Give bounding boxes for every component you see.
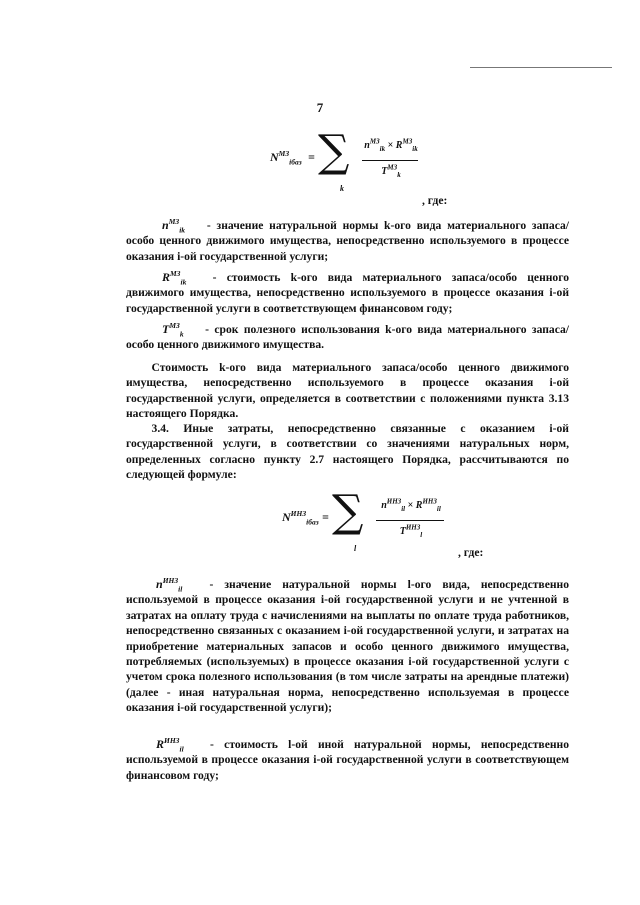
formula2-num-r-sub: il [436, 505, 441, 513]
formula2-num-n-sup: ИНЗ [386, 497, 402, 506]
def3-symbol-base: T [162, 322, 170, 336]
def4-symbol-sup: ИНЗ [162, 576, 179, 585]
definition-n-mz [126, 218, 569, 264]
formula1-lhs-sub: iбаз [289, 157, 302, 167]
formula2-den-t-sub: l [420, 531, 423, 539]
formula1-num-n-sub: ik [379, 145, 386, 153]
formula2-lhs [282, 510, 319, 525]
def4-symbol-sub: il [178, 584, 183, 594]
formula2-times: × [407, 500, 414, 511]
def1-symbol-sup: МЗ [168, 217, 180, 226]
def5-symbol-sub: il [179, 744, 184, 754]
formula1-den-t: T [381, 166, 388, 177]
def2-symbol [162, 269, 197, 287]
def1-symbol-base: n [162, 218, 169, 232]
formula2-den-t-sup: ИНЗ [405, 523, 421, 532]
paragraph-cost-determination: Стоимость k-ого вида материального запаса/особо ценного движимого имущества, непосредственно используемого в процессе оказания i-ой государственной услуги, определяется в соответствии с положениями пункта 3.13 настоящего Порядка. [126, 361, 569, 421]
formula1-denominator [360, 163, 422, 179]
formula2-fraction-bar [376, 520, 444, 521]
formula1-sigma: ∑ [318, 126, 350, 177]
def4-symbol-base: n [156, 577, 163, 591]
paragraph-3-4: 3.4. Иные затраты, непосредственно связанные с оказанием i-ой государственной услуги, в соответствии со значениями натуральных норм, определенных согласно пункту 2.7 настоящего Порядка, рассчитываются по следующей формуле: [126, 422, 569, 482]
formula1-num-r-sub: ik [412, 145, 418, 153]
def5-symbol-sup: ИНЗ [164, 736, 180, 745]
def3-symbol [162, 321, 189, 339]
formula-material-costs [270, 126, 480, 210]
formula1-num-n: n [364, 140, 370, 151]
formula2-denominator [374, 523, 448, 539]
def5-symbol [156, 736, 194, 754]
formula1-equals: = [308, 150, 315, 164]
formula1-lhs [270, 150, 302, 165]
formula2-num-n-sub: il [401, 505, 406, 513]
page-number: 7 [316, 100, 324, 115]
formula2-den-t: T [399, 526, 406, 537]
formula2-num-r-sup: ИНЗ [422, 497, 437, 506]
formula2-lhs-base: N [282, 510, 291, 524]
def4-symbol [156, 576, 193, 594]
definition-t-mz [126, 322, 569, 353]
def1-symbol-sub: ik [179, 225, 186, 235]
formula2-numerator [374, 497, 448, 513]
formula2-num-n: n [381, 500, 387, 511]
formula1-num-r-sup: МЗ [402, 137, 413, 146]
formula2-num-r: R [415, 500, 423, 511]
formula2-sum-index: l [354, 544, 357, 553]
formula1-times: × [387, 140, 394, 151]
def3-symbol-sub: k [179, 329, 184, 339]
formula1-lhs-sup: МЗ [278, 149, 290, 158]
def3-symbol-sup: МЗ [169, 321, 180, 330]
def3-text: - срок полезного использования k-ого вида материального запаса/особо ценного движимого имущества. [126, 323, 570, 352]
formula1-den-t-sub: k [397, 171, 401, 179]
formula1-numerator [360, 137, 422, 153]
def1-symbol [162, 217, 191, 235]
formula-other-costs [282, 488, 522, 568]
definition-r-mz [126, 270, 569, 316]
definition-r-inz [126, 737, 569, 783]
formula1-fraction-bar [362, 160, 418, 161]
formula1-num-r: R [395, 140, 403, 151]
def2-symbol-base: R [162, 270, 171, 284]
header-rule [470, 67, 612, 68]
def5-symbol-base: R [156, 737, 165, 751]
formula2-where: , где: [458, 546, 484, 559]
def2-text: - стоимость k-ого вида материального запаса/особо ценного движимого имущества, непосредственно используемого в процессе оказания i-ой государственной услуги в соответствующем финансовом году; [126, 271, 570, 315]
formula1-den-t-sup: МЗ [387, 163, 398, 172]
def2-symbol-sub: ik [180, 277, 187, 287]
definition-n-inz [126, 577, 569, 716]
formula1-num-n-sup: МЗ [369, 137, 380, 146]
def5-text: - стоимость l-ой иной натуральной нормы, непосредственно используемой в процессе оказания i-ой государственной услуги в соответствующем финансовом году; [126, 738, 569, 782]
formula2-equals: = [322, 510, 329, 524]
formula1-lhs-base: N [270, 150, 279, 164]
formula1-sum-index: k [340, 184, 344, 193]
formula2-lhs-sup: ИНЗ [290, 509, 307, 518]
formula2-sigma: ∑ [332, 486, 364, 537]
formula1-where: , где: [422, 194, 448, 207]
def1-text: - значение натуральной нормы k-ого вида материального запаса/особо ценного движимого имущества, непосредственно используемого в процессе оказания i-ой государственной услуги; [126, 219, 570, 263]
def4-text: - значение натуральной нормы l-ого вида, непосредственно используемой в процессе оказания i-ой государственной услуги и не учтенной в затратах на оплату труда с начислениями на выплаты по оплате труда работников, непосредственно связанных с оказанием i-ой государственной услуги, и затратах на приобретение материальных запасов и особо ценного движимого имущества, потребляемых (используемых) в процессе оказания i-ой государственной услуги с учетом срока полезного использования (в том числе затраты на арендные платежи) (далее - иная натуральная норма, непосредственно используемая в процессе оказания i-ой государственной услуги); [126, 578, 569, 715]
def2-symbol-sup: МЗ [170, 269, 181, 278]
formula2-lhs-sub: iбаз [306, 517, 319, 527]
